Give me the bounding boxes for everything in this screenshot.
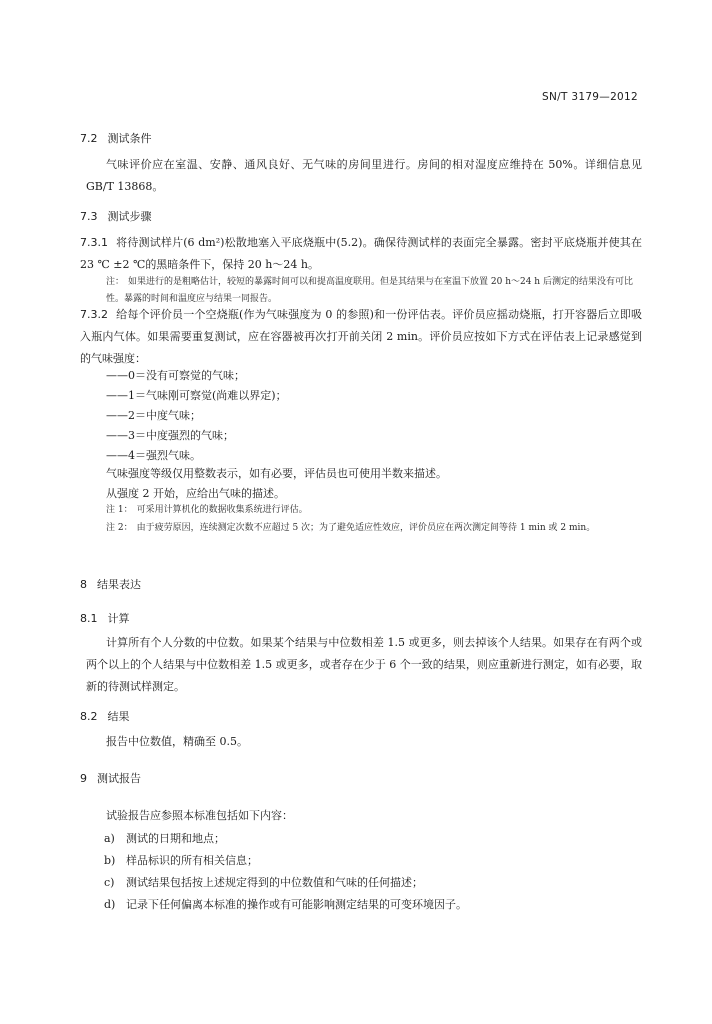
list-item — [104, 830, 225, 846]
heading-7-2 — [80, 130, 152, 146]
scale-item: ——2＝中度气味； — [106, 409, 201, 422]
heading-title: 结果 — [107, 710, 130, 723]
list-item — [104, 896, 467, 912]
clause-number: 7.3.1 — [80, 236, 108, 249]
list-marker: b) — [104, 854, 116, 867]
note-text: 可采用计算机化的数据收集系统进行评估。 — [136, 505, 308, 515]
scale-item: ——0＝没有可察觉的气味； — [106, 369, 245, 382]
note-text: 由于疲劳原因，连续测定次数不应超过 5 次；为了避免适应性效应，评价员应在两次测定间等待 1 min 或 2 min。 — [136, 523, 596, 533]
clause-text: 将待测试样片(6 dm²)松散地塞入平底烧瓶中(5.2)。确保待测试样的表面完全暴露。密封平底烧瓶并使其在 23 ℃ ±2 ℃的黑暗条件下，保持 20 h～24 h。 — [80, 236, 642, 271]
heading-title: 计算 — [107, 612, 130, 625]
heading-number: 8 — [80, 578, 87, 591]
note-2 — [106, 520, 640, 537]
note-1 — [106, 502, 640, 519]
paragraph-7-2: 气味评价应在室温、安静、通风良好、无气味的房间里进行。房间的相对湿度应维持在 50%。详细信息见 GB/T 13868。 — [86, 158, 642, 193]
list-text: 记录下任何偏离本标准的操作或有可能影响测定结果的可变环境因子。 — [126, 898, 467, 911]
list-item — [104, 852, 258, 868]
list-item — [104, 874, 423, 890]
paragraph-8-2: 报告中位数值，精确至 0.5。 — [106, 735, 248, 748]
heading-7-3 — [80, 208, 152, 224]
clause-7-3-2 — [80, 304, 642, 370]
paragraph-intensity-description: 从强度 2 开始，应给出气味的描述。 — [106, 487, 285, 500]
heading-9 — [80, 770, 141, 786]
heading-title: 测试步骤 — [107, 210, 152, 223]
paragraph-8-1: 计算所有个人分数的中位数。如果某个结果与中位数相差 1.5 或更多，则去掉该个人结果。如果存在有两个或两个以上的个人结果与中位数相差 1.5 或更多，或者存在少于 6 个一致的结果，则应重新进行测定，如有必要，取新的待测试样测定。 — [86, 636, 642, 693]
heading-number: 9 — [80, 772, 87, 785]
paragraph-intensity-integers: 气味强度等级仅用整数表示，如有必要，评估员也可使用半数来描述。 — [106, 467, 447, 480]
heading-number: 8.2 — [80, 710, 98, 723]
scale-item: ——3＝中度强烈的气味； — [106, 429, 234, 442]
note-7-3-1 — [106, 274, 640, 308]
heading-8-1 — [80, 610, 130, 626]
note-label: 注 2： — [106, 523, 133, 533]
heading-number: 7.2 — [80, 132, 98, 145]
scale-item: ——4＝强烈气味。 — [106, 449, 201, 462]
clause-7-3-1 — [80, 232, 642, 276]
list-text: 测试的日期和地点； — [126, 832, 225, 845]
clause-text: 给每个评价员一个空烧瓶(作为气味强度为 0 的参照)和一份评估表。评价员应摇动烧瓶，打开容器后立即吸入瓶内气体。如果需要重复测试，应在容器被再次打开前关闭 2 min。评价员应按如下方式在评估表上记录感觉到的气味强度： — [80, 308, 642, 365]
paragraph-9-intro: 试验报告应参照本标准包括如下内容： — [106, 809, 293, 822]
heading-title: 测试报告 — [97, 772, 141, 785]
list-text: 测试结果包括按上述规定得到的中位数值和气味的任何描述； — [126, 876, 423, 889]
list-marker: d) — [104, 898, 116, 911]
note-label: 注 1： — [106, 505, 133, 515]
note-label: 注： — [106, 277, 125, 287]
heading-8 — [80, 576, 141, 592]
standard-code: SN/T 3179—2012 — [542, 91, 638, 103]
heading-title: 测试条件 — [107, 132, 152, 145]
note-text: 如果进行的是粗略估计，较短的暴露时间可以和提高温度联用。但是其结果与在室温下放置 20 h～24 h 后测定的结果没有可比性。暴露的时间和温度应与结果一同报告。 — [106, 277, 633, 304]
heading-8-2 — [80, 708, 130, 724]
list-marker: c) — [104, 876, 115, 889]
heading-number: 8.1 — [80, 612, 98, 625]
clause-number: 7.3.2 — [80, 308, 108, 321]
scale-item: ——1＝气味刚可察觉(尚难以界定)； — [106, 389, 287, 402]
list-text: 样品标识的所有相关信息； — [126, 854, 258, 867]
heading-number: 7.3 — [80, 210, 98, 223]
heading-title: 结果表达 — [97, 578, 141, 591]
list-marker: a) — [104, 832, 115, 845]
